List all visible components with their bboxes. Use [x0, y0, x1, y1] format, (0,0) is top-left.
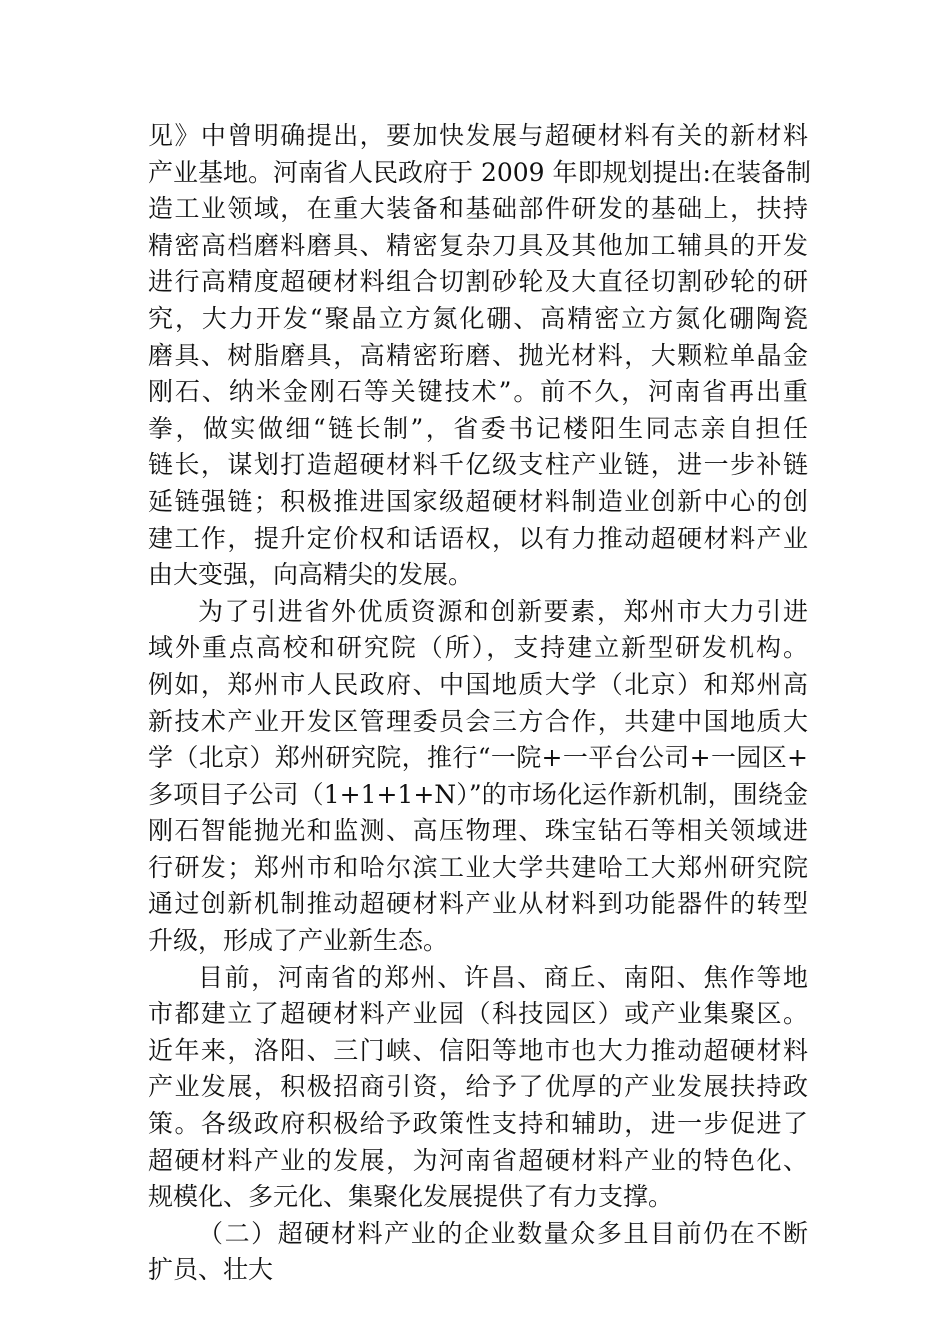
text-line: 规模化、多元化、集聚化发展提供了有力支撑。 [148, 1182, 674, 1212]
text-line: 域外重点高校和研究院（所），支持建立新型研发机构。 [148, 633, 808, 663]
document-body [148, 118, 811, 1289]
text-line: 由大变强，向高精尖的发展。 [148, 560, 474, 590]
text-line: 多项目子公司（1+1+1+N）”的市场化运作新机制，围绕金 [148, 779, 808, 809]
text-line: 链长，谋划打造超硬材料千亿级支柱产业链，进一步补链 [148, 450, 808, 480]
text-line: 近年来，洛阳、三门峡、信阳等地市也大力推动超硬材料 [148, 1035, 808, 1065]
text-line: 超硬材料产业的发展，为河南省超硬材料产业的特色化、 [148, 1145, 808, 1175]
text-line: 精密高档磨料磨具、精密复杂刀具及其他加工辅具的开发 [148, 230, 808, 260]
heading-line: （二）超硬材料产业的企业数量众多且目前仍在不断 [198, 1218, 808, 1248]
text-line: 新技术产业开发区管理委员会三方合作，共建中国地质大 [148, 706, 808, 736]
text-line: 为了引进省外优质资源和创新要素，郑州市大力引进 [198, 596, 808, 626]
text-line: 建工作，提升定价权和话语权，以有力推动超硬材料产业 [148, 523, 808, 553]
text-line: 磨具、树脂磨具，高精密珩磨、抛光材料，大颗粒单晶金 [148, 340, 808, 370]
text-line: 市都建立了超硬材料产业园（科技园区）或产业集聚区。 [148, 999, 808, 1029]
text-line: 学（北京）郑州研究院，推行“一院+一平台公司+一园区+ [148, 743, 808, 773]
text-line: 见》中曾明确提出，要加快发展与超硬材料有关的新材料 [148, 121, 808, 150]
text-line: 产业基地。河南省人民政府于 2009 年即规划提出:在装备制 [148, 157, 811, 187]
text-line: 通过创新机制推动超硬材料产业从材料到功能器件的转型 [148, 889, 808, 919]
text-line: 究，大力开发“聚晶立方氮化硼、高精密立方氮化硼陶瓷 [148, 303, 808, 333]
section-heading [148, 1216, 808, 1289]
text-line: 产业发展，积极招商引资，给予了优厚的产业发展扶持政 [148, 1072, 808, 1102]
text-line: 目前，河南省的郑州、许昌、商丘、南阳、焦作等地 [198, 962, 808, 992]
paragraph [148, 960, 808, 1216]
text-line: 进行高精度超硬材料组合切割砂轮及大直径切割砂轮的研 [148, 267, 808, 297]
paragraph [148, 594, 808, 960]
text-line: 例如，郑州市人民政府、中国地质大学（北京）和郑州高 [148, 669, 808, 699]
text-line: 策。各级政府积极给予政策性支持和辅助，进一步促进了 [148, 1109, 808, 1139]
paragraph [148, 118, 811, 594]
text-line: 拳，做实做细“链长制”，省委书记楼阳生同志亲自担任 [148, 413, 808, 443]
text-line: 造工业领域，在重大装备和基础部件研发的基础上，扶持 [148, 194, 808, 224]
text-line: 行研发；郑州市和哈尔滨工业大学共建哈工大郑州研究院 [148, 852, 808, 882]
text-line: 刚石智能抛光和监测、高压物理、珠宝钻石等相关领域进 [148, 816, 808, 846]
text-line: 延链强链；积极推进国家级超硬材料制造业创新中心的创 [148, 486, 808, 516]
text-line: 刚石、纳米金刚石等关键技术”。前不久，河南省再出重 [148, 377, 808, 407]
text-line: 升级，形成了产业新生态。 [148, 926, 449, 956]
heading-line: 扩员、壮大 [148, 1255, 274, 1285]
